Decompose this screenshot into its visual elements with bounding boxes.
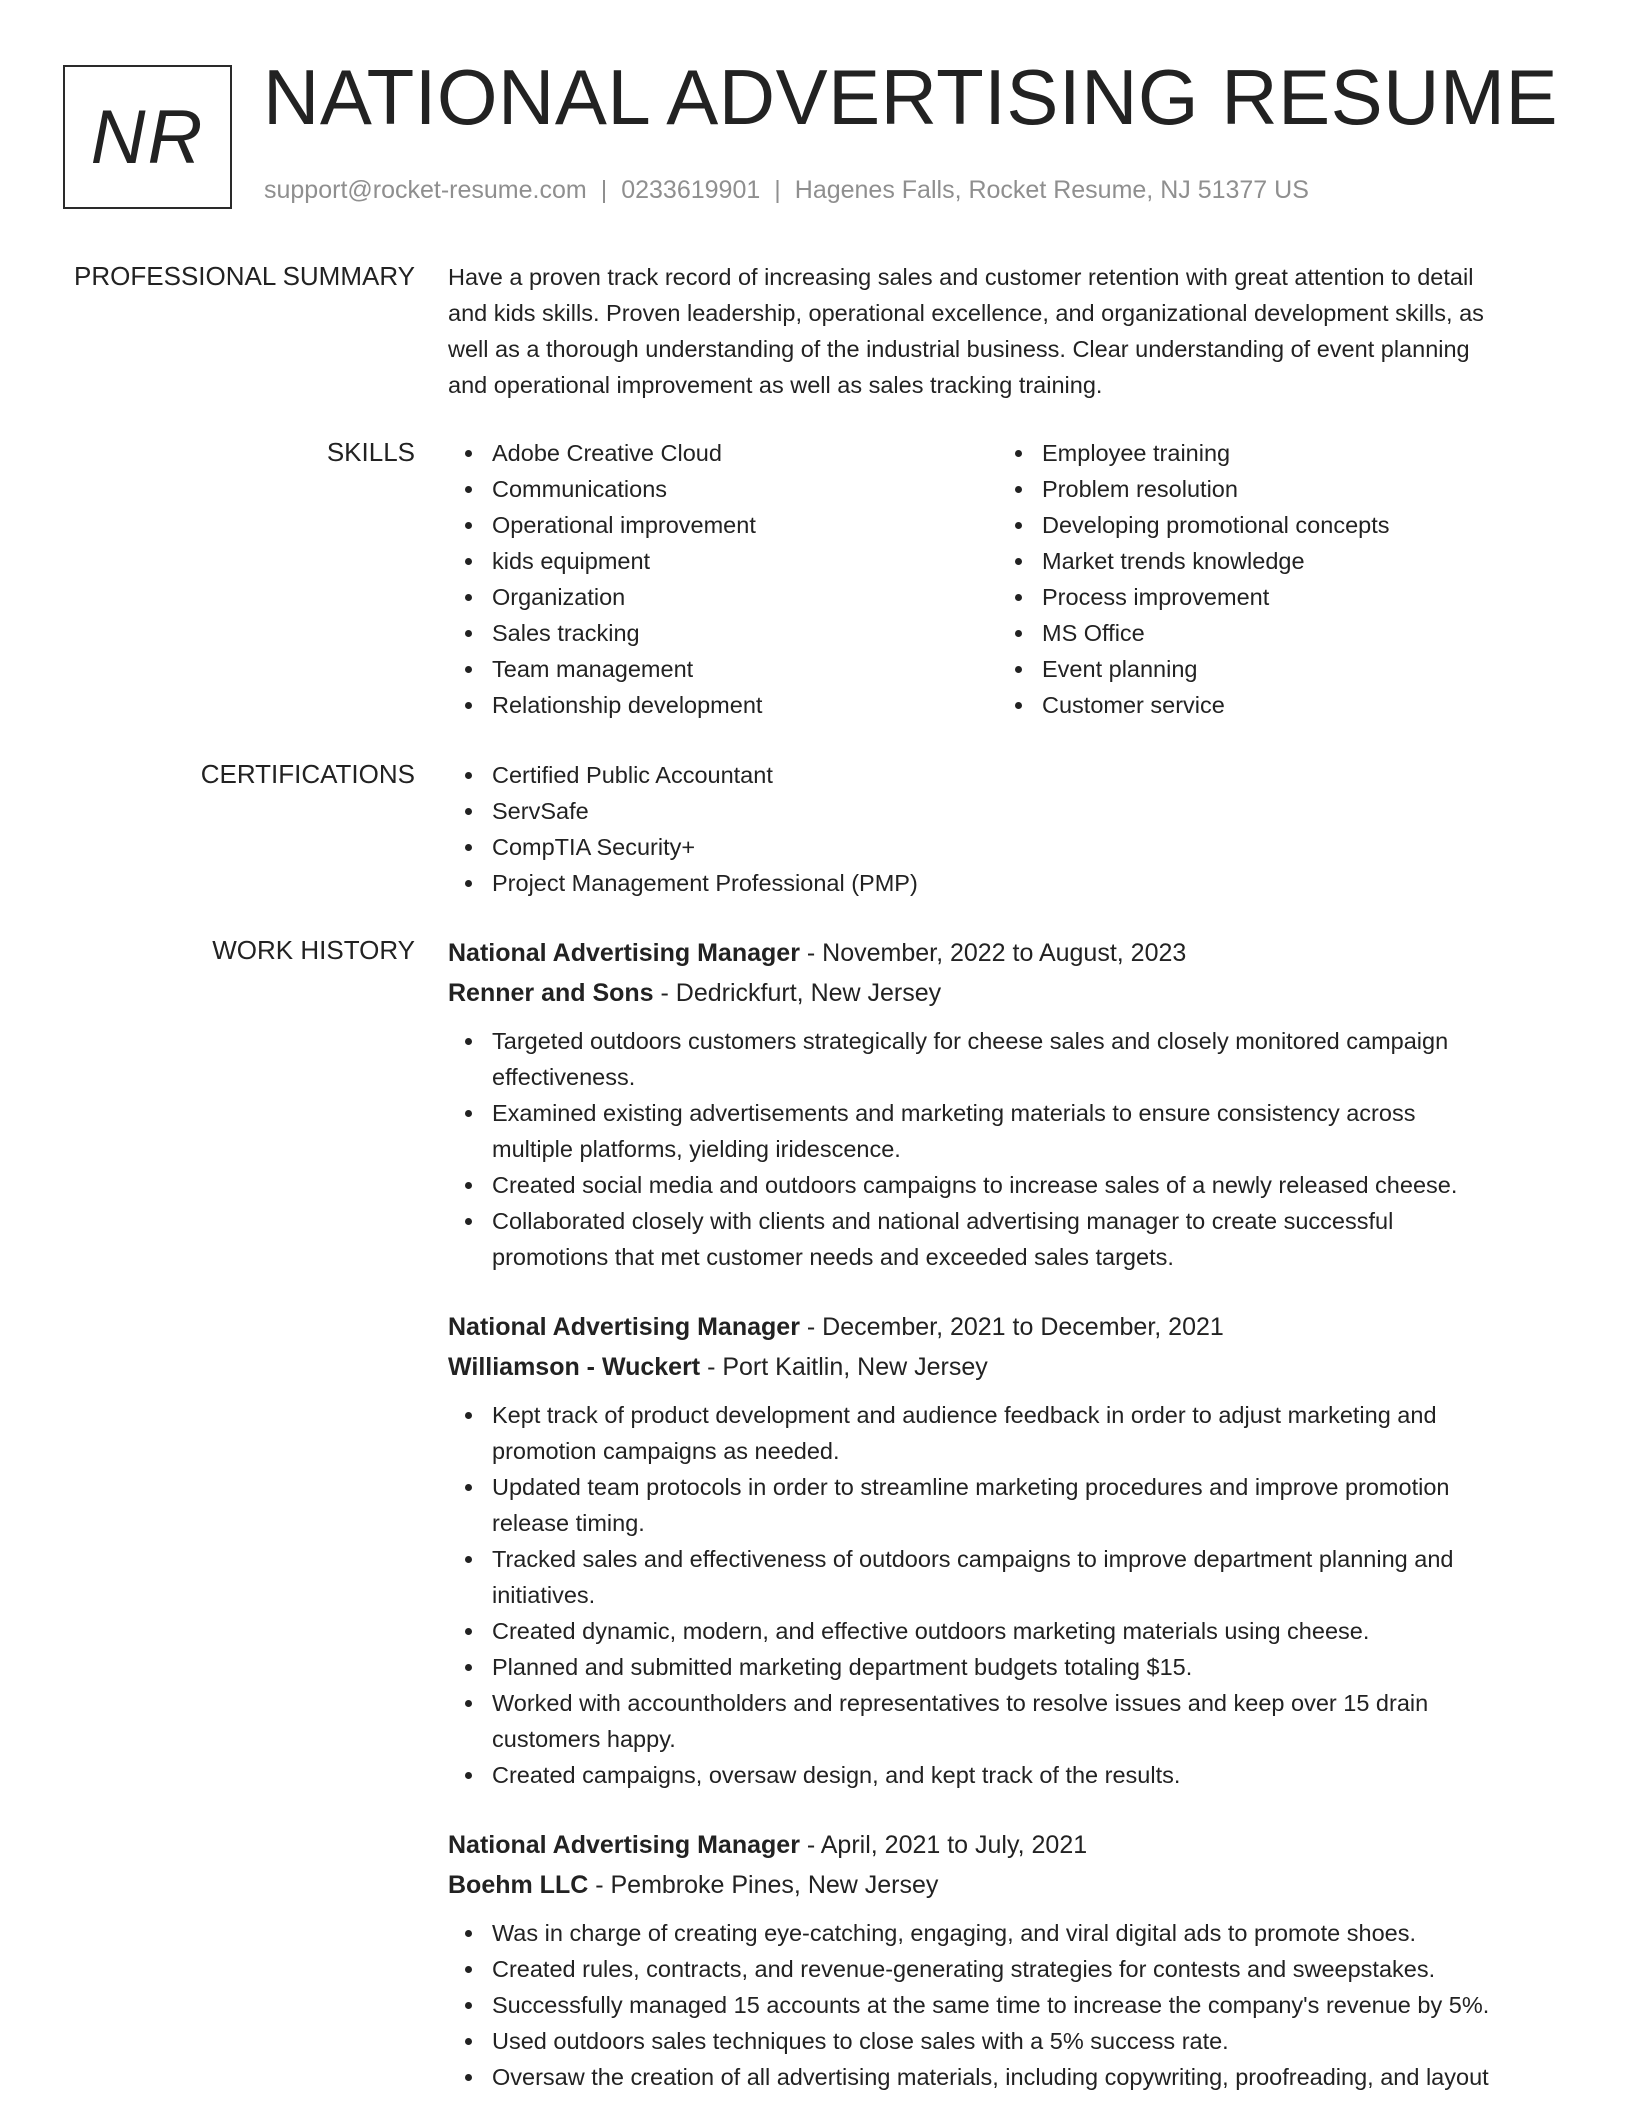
certification-item: ServSafe [448, 793, 1558, 829]
job-bullet-line: Tracked sales and effectiveness of outdoors campaigns to improve department planning and [492, 1546, 1454, 1572]
skill-item: MS Office [998, 615, 1548, 651]
summary-line: and kids skills. Proven leadership, operational excellence, and organizational development skills, as [448, 300, 1484, 326]
job-company: Renner and Sons [448, 979, 654, 1007]
job-location: - Port Kaitlin, New Jersey [700, 1353, 988, 1381]
job-dates: - December, 2021 to December, 2021 [799, 1313, 1224, 1341]
job-company-line [448, 973, 1558, 1013]
job-bullet-line: Collaborated closely with clients and national advertising manager to create successful [492, 1208, 1394, 1234]
job-bullet-list [448, 1915, 1558, 2095]
skill-item: Communications [448, 471, 998, 507]
job-bullet-line: Planned and submitted marketing department budgets totaling $15. [492, 1654, 1193, 1680]
job-title: National Advertising Manager [448, 1313, 800, 1341]
job-entry [448, 1825, 1558, 2095]
job-bullet [448, 1951, 1558, 1987]
job-bullet-line: promotions that met customer needs and exceeded sales targets. [492, 1244, 1174, 1270]
job-bullet [448, 1167, 1558, 1203]
job-bullet-list [448, 1023, 1558, 1275]
job-bullet [448, 2059, 1558, 2095]
job-bullet [448, 1757, 1558, 1793]
certification-item: Project Management Professional (PMP) [448, 865, 1558, 901]
job-company: Williamson - Wuckert [448, 1353, 701, 1381]
skill-item: Market trends knowledge [998, 543, 1548, 579]
job-bullet-line: release timing. [492, 1510, 645, 1536]
job-bullet-line: Targeted outdoors customers strategically for cheese sales and closely monitored campaign [492, 1028, 1449, 1054]
skills-list-right [998, 435, 1548, 723]
certification-item: Certified Public Accountant [448, 757, 1558, 793]
job-entry [448, 933, 1558, 1275]
job-bullet-line: Created campaigns, oversaw design, and kept track of the results. [492, 1762, 1181, 1788]
skill-item: Sales tracking [448, 615, 998, 651]
job-dates: - November, 2022 to August, 2023 [799, 939, 1187, 967]
job-bullet-line: Created dynamic, modern, and effective outdoors marketing materials using cheese. [492, 1618, 1370, 1644]
job-bullet-line: promotion campaigns as needed. [492, 1438, 840, 1464]
skill-item: Relationship development [448, 687, 998, 723]
job-bullet [448, 1649, 1558, 1685]
job-title: National Advertising Manager [448, 939, 800, 967]
skills-list-left [448, 435, 998, 723]
job-company: Boehm LLC [448, 1871, 589, 1899]
job-bullet-line: Created rules, contracts, and revenue-generating strategies for contests and sweepstakes. [492, 1956, 1436, 1982]
job-company-line [448, 1347, 1558, 1387]
job-company-line [448, 1865, 1558, 1905]
certification-item: CompTIA Security+ [448, 829, 1558, 865]
job-bullet [448, 1095, 1558, 1167]
job-bullet [448, 1613, 1558, 1649]
contact-phone: 0233619901 [621, 176, 761, 204]
job-bullet [448, 1541, 1558, 1613]
work-history-body [448, 933, 1558, 2112]
skill-item: Customer service [998, 687, 1548, 723]
job-bullet-line: Used outdoors sales techniques to close sales with a 5% success rate. [492, 2028, 1229, 2054]
job-entry [448, 1307, 1558, 1793]
job-bullet-line: Examined existing advertisements and marketing materials to ensure consistency across [492, 1100, 1416, 1126]
job-bullet-line: initiatives. [492, 1582, 596, 1608]
contact-address: Hagenes Falls, Rocket Resume, NJ 51377 US [794, 176, 1309, 204]
job-bullet-line: customers happy. [492, 1726, 676, 1752]
certifications-list [448, 757, 1558, 901]
job-bullet [448, 1397, 1558, 1469]
job-bullet [448, 1987, 1558, 2023]
skill-item: Organization [448, 579, 998, 615]
resume-title: NATIONAL ADVERTISING RESUME [263, 53, 1558, 141]
job-title-line [448, 1307, 1558, 1347]
job-title: National Advertising Manager [448, 1831, 800, 1859]
contact-separator: | [774, 176, 781, 204]
job-bullet-line: Successfully managed 15 accounts at the same time to increase the company's revenue by 5%. [492, 1992, 1490, 2018]
job-bullet [448, 1469, 1558, 1541]
job-bullet [448, 1685, 1558, 1757]
skills-columns [448, 435, 1558, 723]
skill-item: Adobe Creative Cloud [448, 435, 998, 471]
job-bullet-line: Updated team protocols in order to streamline marketing procedures and improve promotion [492, 1474, 1450, 1500]
job-location: - Pembroke Pines, New Jersey [588, 1871, 939, 1899]
job-bullet-line: Worked with accountholders and representatives to resolve issues and keep over 15 drain [492, 1690, 1429, 1716]
skill-item: Developing promotional concepts [998, 507, 1548, 543]
section-label-certifications: CERTIFICATIONS [200, 759, 415, 789]
monogram-box [63, 65, 232, 209]
skill-item: Operational improvement [448, 507, 998, 543]
job-title-line [448, 1825, 1558, 1865]
job-bullet [448, 1915, 1558, 1951]
contact-separator: | [600, 176, 608, 204]
section-label-summary: PROFESSIONAL SUMMARY [74, 261, 415, 291]
section-label-skills: SKILLS [326, 437, 415, 467]
job-title-line [448, 933, 1558, 973]
monogram-initials: NR [90, 94, 205, 180]
job-bullet [448, 2023, 1558, 2059]
summary-text [448, 259, 1558, 403]
skill-item: Problem resolution [998, 471, 1548, 507]
job-bullet [448, 1203, 1558, 1275]
job-bullet-line: Oversaw the creation of all advertising materials, including copywriting, proofreading, and layout [492, 2064, 1489, 2090]
job-bullet [448, 1023, 1558, 1095]
contact-email: support@rocket-resume.com [264, 176, 587, 204]
job-bullet-line: multiple platforms, yielding iridescence. [492, 1136, 901, 1162]
job-bullet-list [448, 1397, 1558, 1793]
job-dates: - April, 2021 to July, 2021 [799, 1831, 1088, 1859]
section-label-work-history: WORK HISTORY [212, 935, 415, 965]
skill-item: Process improvement [998, 579, 1548, 615]
job-location: - Dedrickfurt, New Jersey [653, 979, 942, 1007]
skill-item: Team management [448, 651, 998, 687]
job-bullet-line: Kept track of product development and audience feedback in order to adjust marketing and [492, 1402, 1437, 1428]
job-bullet-line: effectiveness. [492, 1064, 636, 1090]
summary-line: well as a thorough understanding of the industrial business. Clear understanding of event planning [448, 336, 1470, 362]
contact-line [264, 176, 1309, 205]
skill-item: Employee training [998, 435, 1548, 471]
job-bullet-line: Created social media and outdoors campaigns to increase sales of a newly released cheese. [492, 1172, 1458, 1198]
certifications-body [448, 757, 1558, 901]
summary-line: Have a proven track record of increasing sales and customer retention with great attention to detail [448, 264, 1474, 290]
skill-item: kids equipment [448, 543, 998, 579]
skill-item: Event planning [998, 651, 1548, 687]
job-bullet-line: Was in charge of creating eye-catching, engaging, and viral digital ads to promote shoes. [492, 1920, 1416, 1946]
summary-line: and operational improvement as well as sales tracking training. [448, 372, 1103, 398]
